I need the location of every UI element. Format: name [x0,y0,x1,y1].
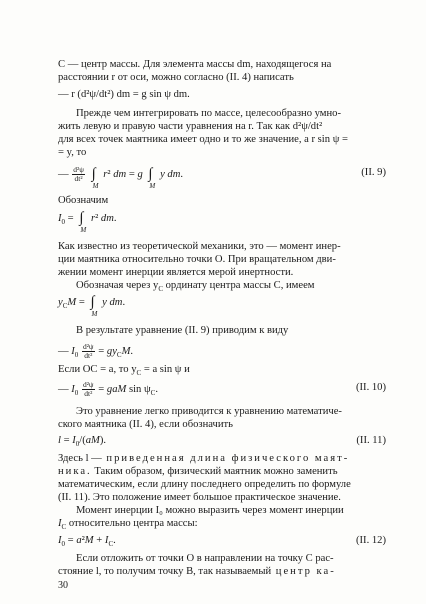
fraction: $\frac{\text{d²ψ}}{\text{dt²}}$ [82,380,94,398]
text-line: жении момент инерции является мерой инертности. [58,267,294,278]
equation-reduced: — $I_0$ $\frac{\text{d²ψ}}{\text{dt²}}$ = $gy_CM$. [58,342,134,360]
equation-number: (II. 12) [355,535,386,546]
integral-sign: ∫ M [91,166,99,190]
equation-ii-9: — $\frac{\text{d²ψ}}{\text{dt²}}$ ∫ M r² dm = g ∫ M y dm. [58,165,184,190]
text-line: Если OC = a, то $y_C = a$ sin ψ и [58,364,190,378]
equation-center-of-mass: $y_CM$ = ∫ M y dm. [58,294,126,319]
text-line: Прежде чем интегрировать по массе, целесообразно умно- [76,108,342,119]
equation-ii-11: $l = I_0/(aM)$. [58,435,107,449]
text-line: Если отложить от точки O в направлении на точку C рас- [76,553,334,564]
page-number: 30 [58,580,68,591]
integral-sign: ∫ M [148,166,156,190]
text-line: стояние l, то получим точку B, так называемый центр ка- [58,566,336,577]
text-line: Как известно из теоретической механики, это — момент инер- [58,241,341,252]
text-line: Здесь l — приведенная длина физического маят- [58,453,350,464]
fraction: $\frac{\text{d²ψ}}{\text{dt²}}$ [73,165,84,183]
text-line: ского маятника (II. 4), если обозначить [58,419,233,430]
text-line: ции маятника относительно точки O. При вращательном дви- [58,254,336,265]
text-line: расстоянии r от оси, можно согласно (II. 4) написать [58,72,294,83]
text-line: = y, то [58,147,87,158]
text-line: Момент инерции I₀ можно выразить через момент инерции [76,505,344,516]
text-line: Обозначая через $y_C$ ординату центра массы C, имеем [76,280,315,294]
text-line: В результате уравнение (II. 9) приводим к виду [76,325,289,336]
text-line: жить левую и правую части уравнения на r. Так как d²ψ/dt² [58,121,323,132]
fraction: $\frac{\text{d²ψ}}{\text{dt²}}$ [82,342,94,360]
integral-sign: ∫ M [90,294,98,319]
text-line: С — центр массы. Для элемента массы dm, находящегося на [58,59,332,70]
text-line: $I_C$ относительно центра массы: [58,518,198,532]
text-line: Это уравнение легко приводится к уравнению математиче- [76,406,342,417]
equation-number: (II. 9) [361,167,386,178]
text-line: для всех точек маятника имеет одно и то же значение, а r sin ψ = [58,134,348,145]
text-line: математическим, если длину последнего определить по формуле [58,479,351,490]
equation-ii-12: $I_0 = a^2M + I_C$. [58,535,116,549]
integral-sign: ∫ M [79,210,87,235]
equation-inertia-definition: $I_0$ = ∫ M r² dm. [58,210,117,235]
equation-number: (II. 10) [355,382,386,393]
equation-ii-10: — $I_0$ $\frac{\text{d²ψ}}{\text{dt²}}$ = gaM $\sin \psi_C$. [58,380,158,398]
text-line: Обозначим [58,195,109,206]
text-line: ника. Таким образом, физический маятник можно заменить [58,466,338,477]
equation-number: (II. 11) [356,435,386,446]
equation-line: — r (d²ψ/dt²) dm = g sin ψ dm. [58,89,190,100]
text-line: (II. 11). Это положение имеет большое практическое значение. [58,492,341,503]
